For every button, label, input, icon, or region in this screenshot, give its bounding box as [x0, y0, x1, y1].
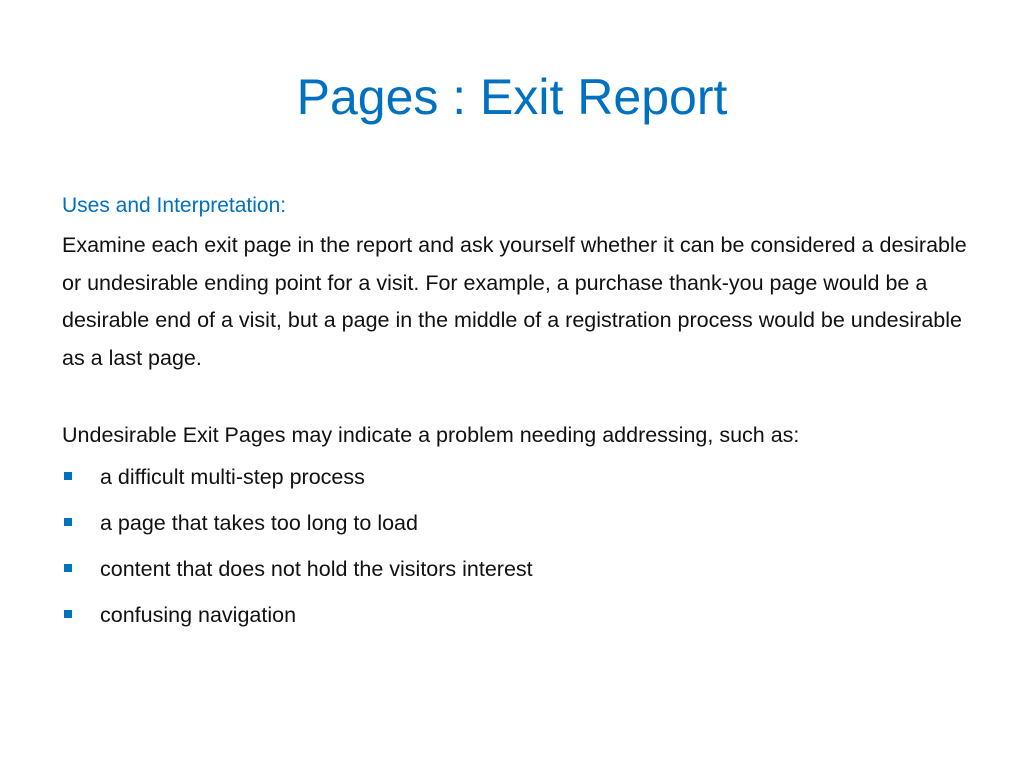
square-bullet-icon: [64, 610, 72, 618]
list-item: [62, 459, 972, 495]
square-bullet-icon: [64, 564, 72, 572]
list-item-text: a page that takes too long to load: [100, 511, 418, 535]
list-item: [62, 597, 972, 633]
bullet-list: [62, 459, 972, 633]
list-item: [62, 551, 972, 587]
list-item: [62, 505, 972, 541]
list-item-text: content that does not hold the visitors interest: [100, 557, 533, 581]
slide-title: Pages : Exit Report: [296, 69, 728, 125]
paragraph-spacer: [62, 377, 972, 417]
slide-body: [62, 188, 972, 643]
list-item-text: confusing navigation: [100, 603, 297, 627]
list-intro: Undesirable Exit Pages may indicate a problem needing addressing, such as:: [62, 423, 800, 447]
square-bullet-icon: [64, 472, 72, 480]
square-bullet-icon: [64, 518, 72, 526]
subheading: Uses and Interpretation:: [62, 194, 287, 217]
body-paragraph: Examine each exit page in the report and ask yourself whether it can be considered a desirable or undesirable ending point for a visit. For example, a purchase thank-you page would be a desirable end of a visit, but a page in the middle of a registration process would be undesirable as a last page.: [62, 233, 967, 370]
list-item-text: a difficult multi-step process: [100, 465, 365, 489]
